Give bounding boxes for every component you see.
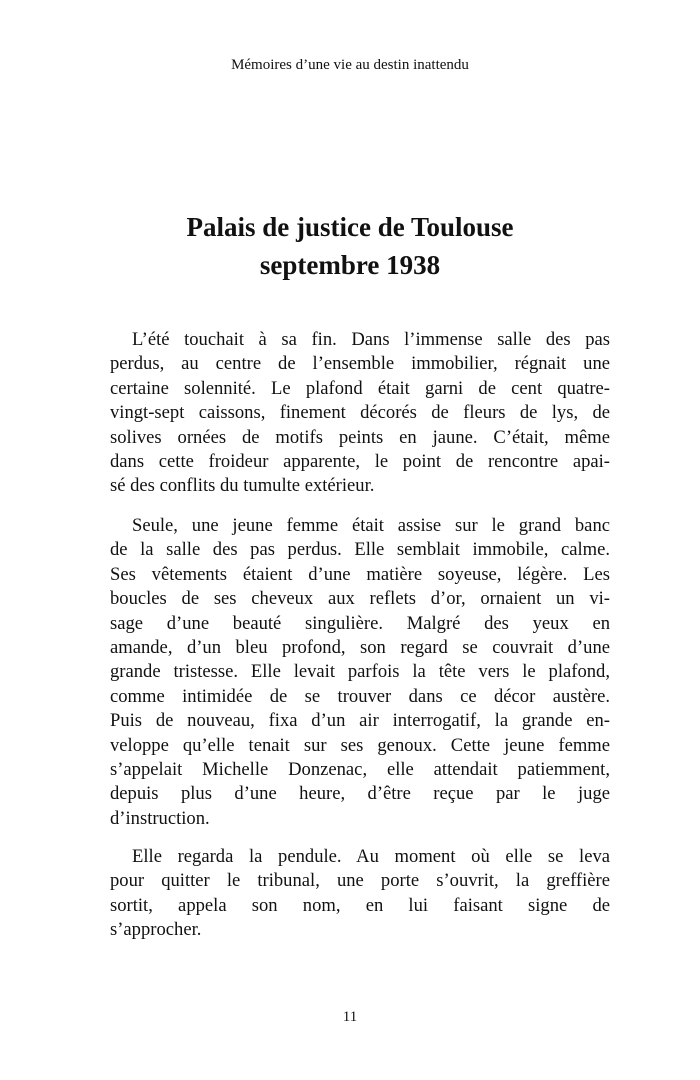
chapter-title-line: Palais de justice de Toulouse — [186, 212, 514, 242]
text-line: depuis plus d’une heure, d’être reçue par le juge — [110, 783, 610, 805]
text-line: comme intimidée de se trouver dans ce décor austère. — [110, 685, 610, 707]
text-line: d’instruction. — [110, 807, 210, 829]
paragraph-2 — [110, 514, 610, 831]
page-number: 11 — [342, 1009, 358, 1025]
text-line: solives ornées de motifs peints en jaune. C’était, même — [110, 426, 610, 448]
text-line: sortit, appela son nom, en lui faisant signe de — [110, 894, 610, 916]
chapter-subtitle-date: septembre 1938 — [259, 250, 441, 280]
text-line: certaine solennité. Le plafond était garni de cent quatre- — [110, 377, 610, 399]
text-line: grande tristesse. Elle levait parfois la tête vers le plafond, — [110, 661, 610, 683]
text-line: Elle regarda la pendule. Au moment où elle se leva — [132, 846, 610, 867]
paragraph-3 — [110, 845, 610, 943]
text-line: dans cette froideur apparente, le point de rencontre apai- — [110, 450, 610, 472]
text-line: perdus, au centre de l’ensemble immobilier, régnait une — [110, 353, 610, 375]
text-line: sage d’une beauté singulière. Malgré des yeux en — [110, 612, 610, 634]
text-line: s’appelait Michelle Donzenac, elle attendait patiemment, — [110, 758, 610, 780]
text-line: veloppe qu’elle tenait sur ses genoux. Cette jeune femme — [110, 734, 610, 756]
text-line: Ses vêtements étaient d’une matière soyeuse, légère. Les — [110, 563, 610, 585]
text-line: sé des conflits du tumulte extérieur. — [110, 475, 375, 497]
running-head: Mémoires d’une vie au destin inattendu — [231, 57, 469, 73]
text-line: vingt-sept caissons, finement décorés de fleurs de lys, de — [110, 402, 610, 424]
text-line: Seule, une jeune femme était assise sur le grand banc — [132, 515, 610, 536]
text-line: Puis de nouveau, fixa d’un air interrogatif, la grande en- — [110, 710, 610, 732]
text-line: s’approcher. — [110, 919, 202, 941]
text-line: amande, d’un bleu profond, son regard se couvrait d’une — [110, 636, 610, 658]
text-line: pour quitter le tribunal, une porte s’ouvrit, la greffière — [110, 870, 610, 892]
text-line: boucles de ses cheveux aux reflets d’or, ornaient un vi- — [110, 588, 610, 610]
paragraph-1 — [110, 328, 610, 499]
text-line: L’été touchait à sa fin. Dans l’immense salle des pas — [132, 329, 610, 350]
chapter-title — [0, 208, 700, 284]
text-line: de la salle des pas perdus. Elle semblait immobile, calme. — [110, 539, 610, 561]
